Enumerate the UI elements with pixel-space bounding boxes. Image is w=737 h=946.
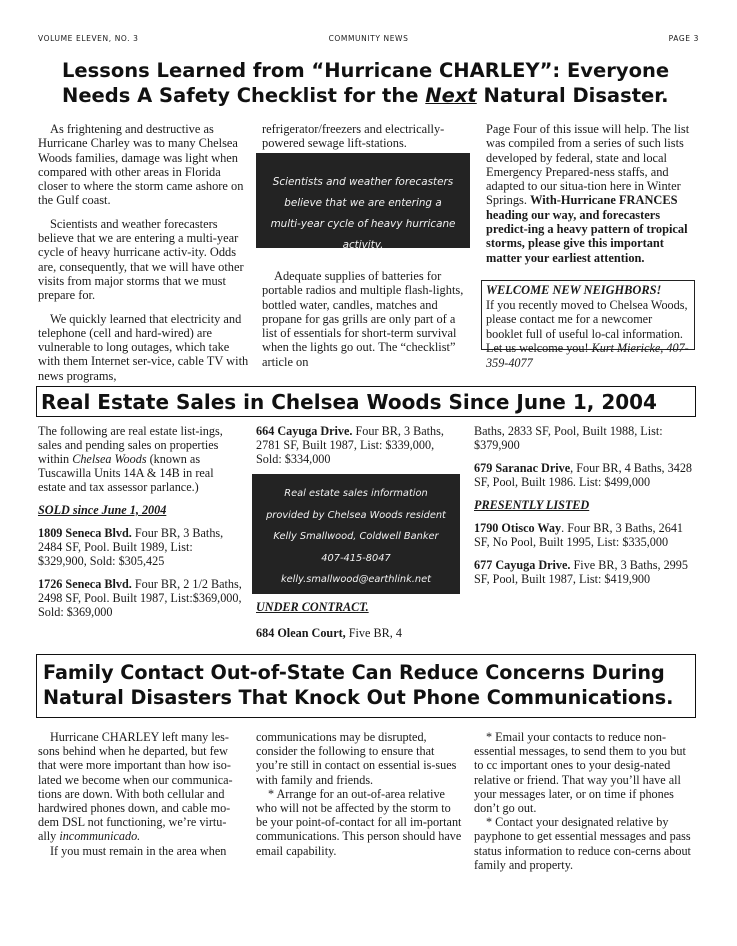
article1-paragraph: Adequate supplies of batteries for portable radios and multiple flash-lights, bottled water, candles, matches and propane for gas grills are only part of a list of essentials for short-term survival when the lights go out. The “checklist” article on: [262, 269, 464, 369]
article3-title-box: [36, 654, 696, 718]
listing-item: 1726 Seneca Blvd. Four BR, 2 1/2 Baths, 2498 SF, Pool. Built 1987, List:$369,000, Sold: $369,000: [38, 577, 242, 619]
article3-paragraph: * Arrange for an out-of-area relative who will not be affected by the storm to be your point-of-contact for all im-portant communications. This person should have email capability.: [256, 786, 462, 858]
article3-paragraph: * Email your contacts to reduce non-essential messages, to send them to you but to cc important ones to your desig-nated relative or friend. That way you’ll have all your messages later, or on time if phones don’t go out.: [474, 730, 686, 816]
article2-intro: The following are real estate list-ings, sales and pending sales on properties within Chelsea Woods (known as Tuscawilla Units 14A & 14B in real estate and tax assessor parlance.): [38, 424, 223, 494]
contact-box: [252, 474, 460, 594]
article2-column-3: [474, 424, 696, 595]
article3-title: Family Contact Out-of-State Can Reduce Concerns During Natural Disasters That Knock Out Phone Communications.: [43, 661, 674, 709]
contact-email: kelly.smallwood@earthlink.net: [280, 574, 432, 585]
article3-paragraph: If you must remain in the area when: [50, 843, 227, 858]
publication-name: COMMUNITY NEWS: [328, 34, 409, 43]
article1-column-2-bottom: [262, 269, 472, 378]
listing-item: 1809 Seneca Blvd. Four BR, 3 Baths, 2484 SF, Pool. Built 1989, List: $329,900, Sold: $305,425: [38, 526, 224, 568]
article2-column-2-bottom: [256, 600, 462, 620]
article3-paragraph: Hurricane CHARLEY left many les-sons behind when he departed, but few that were more important than how iso-lated we become when our communica-tions are down. With both cellular and hardwired phones down, and cable mo-dem DSL not functioning, we’re virtu-ally incommunicado.: [38, 730, 233, 844]
contract-listing-start: 684 Olean Court, Five BR, 4: [256, 626, 402, 640]
article3-column-2: [256, 730, 462, 858]
article2-column-1: [38, 424, 242, 628]
listing-item: 1790 Otisco Way. Four BR, 3 Baths, 2641 SF, No Pool, Built 1995, List: $335,000: [474, 521, 684, 549]
article2-column-2: [256, 424, 462, 475]
article1-paragraph: refrigerator/freezers and electrically-powered sewage lift-stations.: [262, 122, 445, 151]
under-contract-heading: UNDER CONTRACT.: [256, 600, 369, 614]
page-number: PAGE 3: [668, 34, 699, 43]
article3-paragraph: communications may be disrupted, consider the following to ensure that you’re still in contact on essential is-sues with family and friends.: [256, 730, 457, 787]
welcome-title: WELCOME NEW NEIGHBORS!: [486, 283, 662, 297]
contact-line: Kelly Smallwood, Coldwell Banker: [273, 531, 439, 542]
listing-item: 679 Saranac Drive, Four BR, 4 Baths, 3428 SF, Pool, Built 1986. List: $499,000: [474, 461, 693, 489]
contact-phone: 407-415-8047: [321, 552, 391, 564]
volume-label: VOLUME ELEVEN, NO. 3: [38, 34, 139, 43]
listing-item: 664 Cayuga Drive. Four BR, 3 Baths, 2781 SF, Built 1987, List: $339,000, Sold: $334,000: [256, 424, 444, 466]
article1-title: Lessons Learned from “Hurricane CHARLEY”: Everyone Needs A Safety Checklist for the Next Natural Disaster.: [62, 59, 670, 107]
welcome-signature: Kurt Miericke, 407-359-4077: [486, 341, 689, 370]
contract-listing-continued: Baths, 2833 SF, Pool, Built 1988, List: $379,900: [474, 424, 663, 452]
article2-title: Real Estate Sales in Chelsea Woods Since June 1, 2004: [41, 390, 657, 414]
pullquote-text: Scientists and weather forecasters believe that we are entering a multi-year cycle of heavy hurricane activity.: [270, 176, 456, 251]
article1-paragraph: Page Four of this issue will help. The list was compiled from a series of such lists developed by federal, state and local Emergency Prepared-ness staffs, and adapted to our situa-tion here in Winter Springs. With-Hurricane FRANCES heading our way, and forecasters predict-ing a heavy pattern of tropical storms, please give this important matter your earliest attention.: [486, 122, 690, 265]
article3-column-3: [474, 730, 696, 872]
article1-paragraph: Scientists and weather forecasters believe that we are entering a multi-year cycle of heavy hurricane activ-ity. Odds are, consequently, that we will have other visits from major storms that we must prepare for.: [38, 216, 244, 303]
welcome-body: If you recently moved to Chelsea Woods, please contact me for a newcomer booklet full of useful lo-cal information. Let us welcome you! Kurt Miericke, 407-359-4077: [486, 297, 689, 370]
pullquote-box: [256, 153, 470, 251]
listing-item: 677 Cayuga Drive. Five BR, 3 Baths, 2995 SF, Pool, Built 1987, List: $419,900: [474, 558, 688, 586]
contact-line: provided by Chelsea Woods resident: [266, 509, 446, 521]
article3-column-1: [38, 730, 242, 867]
welcome-box: [481, 280, 695, 370]
presently-listed-heading: PRESENTLY LISTED: [474, 498, 590, 512]
article2-title-box: [36, 386, 696, 417]
article1-title-emphasis: Next: [425, 84, 477, 107]
article1-paragraph: We quickly learned that electricity and telephone (cell and hard-wired) are vulnerable to long outages, which take with them Internet ser-vice, cable TV with news programs,: [38, 311, 249, 383]
article1-column-1: [38, 122, 250, 392]
article3-paragraph: * Contact your designated relative by payphone to get essential messages and pass status information to reduce con-cerns about family and property.: [474, 815, 691, 872]
article1-paragraph: As frightening and destructive as Hurricane Charley was to many Chelsea Woods families, damage was light when compared with other areas in Florida closer to where the storm came ashore on the Gulf coast.: [38, 122, 244, 208]
article1-column-3: [486, 122, 698, 274]
contact-line: Real estate sales information: [284, 488, 428, 499]
sold-heading: SOLD since June 1, 2004: [38, 503, 167, 517]
